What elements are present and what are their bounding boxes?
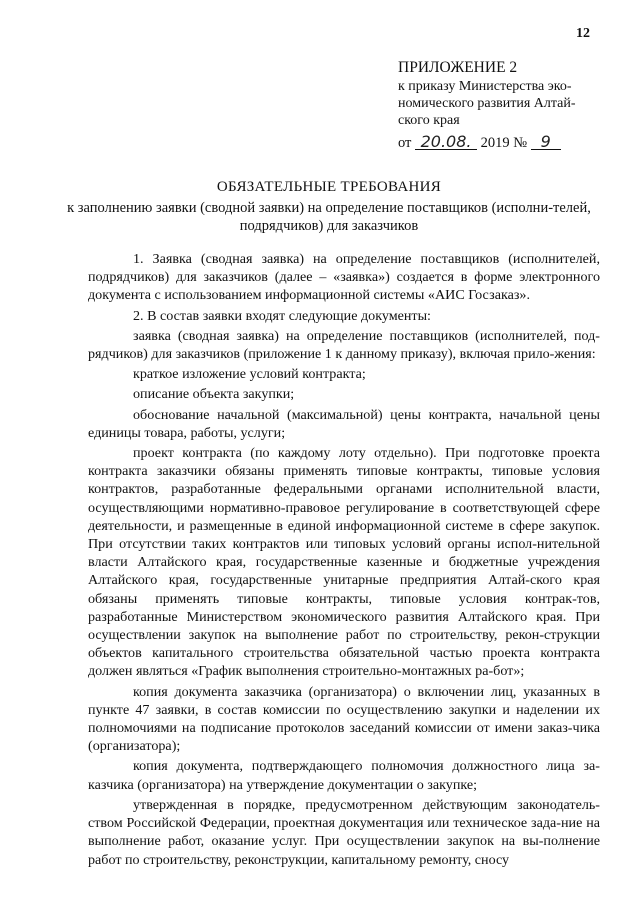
paragraph: 2. В состав заявки входят следующие документы:	[133, 307, 431, 324]
date-prefix: от	[398, 135, 412, 151]
annex-date-line	[398, 132, 603, 152]
annex-title: ПРИЛОЖЕНИЕ 2	[398, 59, 518, 76]
annex-text: к приказу Министерства эко-номического развития Алтай-ского края	[398, 79, 576, 128]
handwritten-date: 20.08.	[415, 135, 477, 150]
year-prefix: 2019 №	[480, 135, 528, 151]
paragraph: 1. Заявка (сводная заявка) на определение поставщиков (исполнителей, подрядчиков) для заказчиков (далее – «заявка») создается в форме электронного документа с использованием информационной системы «АИС Госзаказ».	[88, 251, 600, 304]
annex-header	[398, 58, 603, 152]
page-number: 12	[576, 26, 590, 41]
document-body	[88, 250, 600, 871]
paragraph: обоснование начальной (максимальной) цены контракта, начальной цены единицы товара, работы, услуги;	[88, 406, 600, 441]
handwritten-number: 9	[531, 135, 561, 150]
paragraph: утвержденная в порядке, предусмотренном действующим законодатель-ством Российской Федерации, проектная документация или техническое зада-ние на выполнение работ, оказание услуг. При осуществлении закупок на вы-полнение работ по строительству, реконструкции, капитальному ремонту, сносу	[88, 796, 600, 868]
paragraph: краткое изложение условий контракта;	[133, 366, 366, 383]
paragraph: заявка (сводная заявка) на определение поставщиков (исполнителей, под-рядчиков) для заказчиков (приложение 1 к данному приказу), включая прило-жения:	[88, 327, 600, 363]
paragraph: проект контракта (по каждому лоту отдельно). При подготовке проекта контракта заказчики обязаны применять типовые контракты, типовые условия контрактов, разработанные федеральными органами исполнительной власти, осуществляющими нормативно-правовое регулирование в соответствующей сфере деятельности, и размещенные в единой информационной системе в сфере закупок. При отсутствии таких контрактов или типовых условий органы испол-нительной власти Алтайского края, государственные казенные и бюджетные учреждения Алтайского края, государственные унитарные предприятия Алтай-ского края обязаны применять типовые контракты, типовые условия контрак-тов, разработанные Министерством экономического развития Алтайского края. При осуществлении закупок на выполнение работ по строительству, рекон-струкции объектов капитального строительства обязательной частью проекта контракта должен являться «График выполнения строительно-монтажных ра-бот»;	[88, 445, 600, 680]
heading-subtitle: к заполнению заявки (сводной заявки) на определение поставщиков (исполни-телей, подрядчиков) для заказчиков	[67, 200, 591, 234]
document-heading	[60, 178, 598, 235]
paragraph: копия документа, подтверждающего полномочия должностного лица за-казчика (организатора) на утверждение документации о закупке;	[88, 758, 600, 793]
paragraph: копия документа заказчика (организатора) о включении лиц, указанных в пункте 47 заявки, в состав комиссии по осуществлению закупки и наделении их полномочиями на подписание протоколов заседаний комиссии от имени заказ-чика (организатора);	[88, 683, 600, 755]
heading-title: ОБЯЗАТЕЛЬНЫЕ ТРЕБОВАНИЯ	[216, 179, 442, 195]
paragraph: описание объекта закупки;	[133, 386, 295, 403]
